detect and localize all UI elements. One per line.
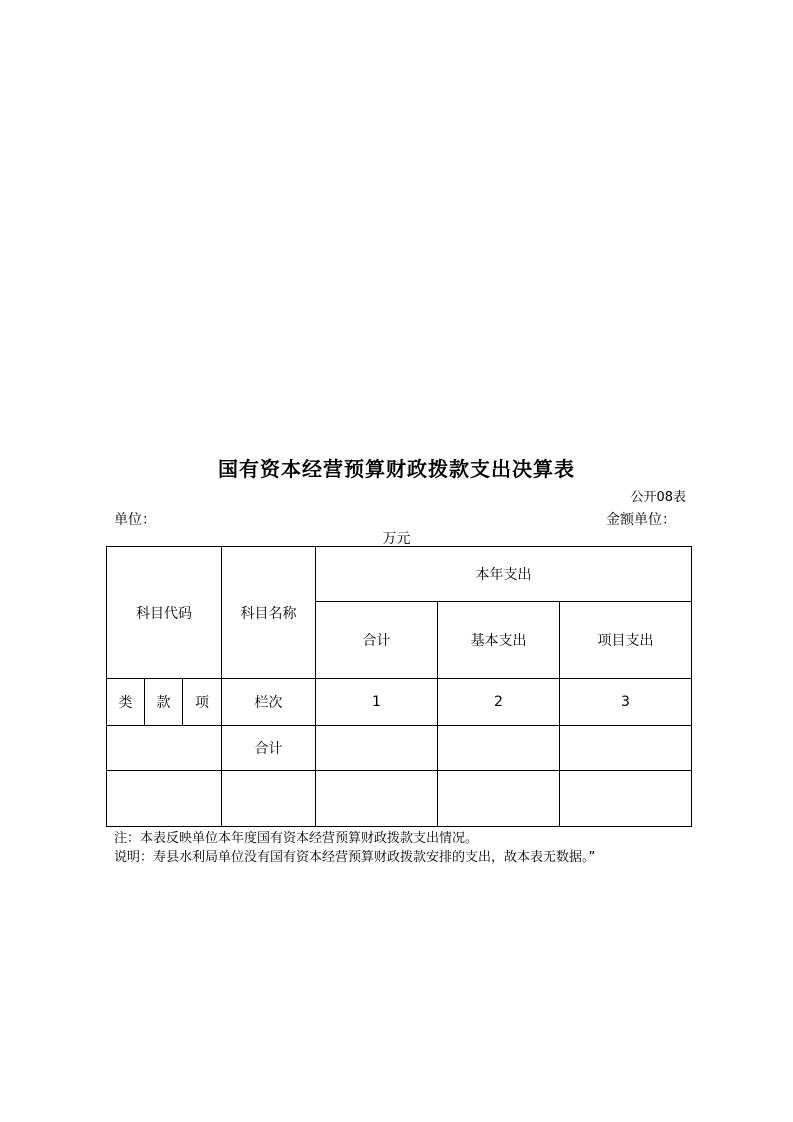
- header-section: 款: [145, 679, 183, 726]
- total-row-total-cell: [316, 726, 438, 771]
- header-current-year-expense: 本年支出: [316, 547, 692, 602]
- empty-row-project-cell: [560, 771, 692, 827]
- header-subject-name: 科目名称: [222, 547, 316, 679]
- total-row-label: 合计: [222, 726, 316, 771]
- header-basic-expense: 基本支出: [438, 602, 560, 679]
- empty-row-code-cell: [107, 771, 222, 827]
- header-row-1: [107, 547, 692, 602]
- total-row-basic-cell: [438, 726, 560, 771]
- total-row: [107, 726, 692, 771]
- unit-label: 单位：: [114, 512, 156, 528]
- header-subject-code: 科目代码: [107, 547, 222, 679]
- empty-row-total-cell: [316, 771, 438, 827]
- amount-unit-label: 金额单位：: [606, 512, 676, 528]
- notes-block: [114, 829, 595, 867]
- header-total: 合计: [316, 602, 438, 679]
- total-row-project-cell: [560, 726, 692, 771]
- column-number-2: 2: [438, 679, 560, 726]
- empty-row-basic-cell: [438, 771, 560, 827]
- header-project-expense: 项目支出: [560, 602, 692, 679]
- total-row-code-cell: [107, 726, 222, 771]
- header-item: 项: [183, 679, 222, 726]
- explanation-text: 说明：寿县水利局单位没有国有资本经营预算财政拨款安排的支出，故本表无数据。”: [114, 850, 596, 865]
- column-number-1: 1: [316, 679, 438, 726]
- note-text: 注：本表反映单位本年度国有资本经营预算财政拨款支出情况。: [114, 831, 479, 846]
- column-number-3: 3: [560, 679, 692, 726]
- header-category: 类: [107, 679, 145, 726]
- header-column-no: 栏次: [222, 679, 316, 726]
- empty-row: [107, 771, 692, 827]
- amount-unit-value: 万元: [382, 531, 411, 547]
- empty-row-name-cell: [222, 771, 316, 827]
- expense-table: [106, 546, 692, 827]
- form-number: 公开08表: [630, 490, 686, 505]
- column-number-row: [107, 679, 692, 726]
- table-title: 国有资本经营预算财政拨款支出决算表: [218, 457, 575, 481]
